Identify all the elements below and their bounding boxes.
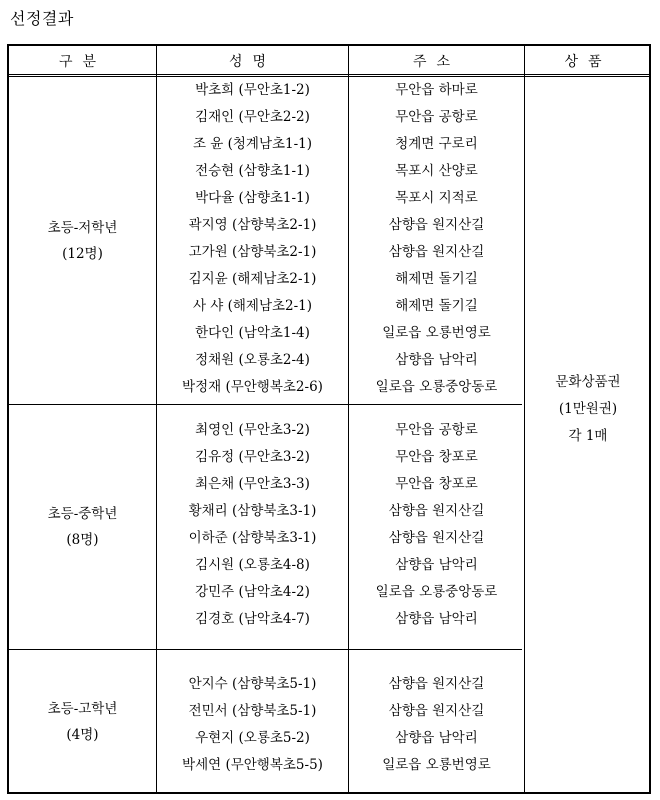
winner-address: 무안읍 하마로	[395, 81, 478, 98]
winner-address: 해제면 돌기길	[395, 270, 478, 287]
category-count: (8명)	[66, 532, 99, 548]
winner-name: 전승현 (삼향초1-1)	[195, 162, 310, 179]
winner-address: 삼향읍 남악리	[395, 610, 478, 627]
winner-address: 삼향읍 원지산길	[388, 529, 485, 546]
winner-address: 무안읍 공항로	[395, 108, 478, 125]
category-count: (12명)	[62, 246, 103, 262]
header-prize: 상품	[564, 53, 612, 70]
selection-results-table	[7, 44, 651, 794]
winner-address: 삼향읍 원지산길	[388, 675, 485, 692]
page-title: 선정결과	[10, 9, 74, 28]
winner-address: 일로읍 오룡중앙동로	[375, 378, 498, 395]
category-label: 초등-중학년	[47, 506, 118, 522]
winner-address: 일로읍 오룡중앙동로	[375, 583, 498, 600]
winner-name: 한다인 (남악초1-4)	[195, 324, 310, 341]
category-label: 초등-저학년	[47, 220, 118, 236]
winner-name: 박다율 (삼향초1-1)	[195, 189, 310, 206]
winner-name: 황채리 (삼향북초3-1)	[188, 502, 317, 519]
winner-name: 고가원 (삼향북초2-1)	[188, 243, 317, 260]
winner-address: 삼향읍 원지산길	[388, 702, 485, 719]
winner-address: 청계면 구로리	[395, 135, 478, 152]
winner-name: 최영인 (무안초3-2)	[195, 421, 310, 438]
header-name: 성명	[228, 53, 277, 70]
prize-cell	[525, 369, 651, 450]
winner-address: 목포시 지적로	[395, 189, 478, 206]
winner-name: 최은채 (무안초3-3)	[195, 475, 310, 492]
winner-address: 목포시 산양로	[395, 162, 478, 179]
winner-address: 삼향읍 남악리	[395, 351, 478, 368]
winner-name: 이하준 (삼향북초3-1)	[188, 529, 317, 546]
winner-name: 박초희 (무안초1-2)	[195, 81, 310, 98]
winner-address: 무안읍 창포로	[395, 475, 478, 492]
winner-name: 김유정 (무안초3-2)	[195, 448, 310, 465]
winner-address: 무안읍 창포로	[395, 448, 478, 465]
winner-address: 무안읍 공항로	[395, 421, 478, 438]
header-address: 주소	[412, 53, 461, 70]
winner-name: 사 샤 (해제남초2-1)	[192, 297, 313, 314]
winner-name: 우현지 (오룡초5-2)	[195, 729, 310, 746]
winner-name: 조 윤 (청계남초1-1)	[192, 135, 313, 152]
prize-type: 문화상품권	[555, 374, 621, 390]
winner-name: 김재인 (무안초2-2)	[195, 108, 310, 125]
winner-name: 박세연 (무안행복초5-5)	[182, 756, 323, 773]
category-middle-grades	[9, 405, 156, 649]
winner-name: 정채원 (오룡초2-4)	[195, 351, 310, 368]
winner-name: 전민서 (삼향북초5-1)	[188, 702, 317, 719]
header-category: 구분	[58, 53, 107, 70]
winner-address: 해제면 돌기길	[395, 297, 478, 314]
prize-denomination: (1만원권)	[558, 401, 618, 417]
winner-address: 삼향읍 남악리	[395, 556, 478, 573]
winner-name: 박정재 (무안행복초2-6)	[182, 378, 323, 395]
winner-address: 삼향읍 원지산길	[388, 216, 485, 233]
winner-name: 안지수 (삼향북초5-1)	[188, 675, 317, 692]
winner-address: 삼향읍 남악리	[395, 729, 478, 746]
winner-address: 일로읍 오룡번영로	[382, 756, 491, 773]
prize-quantity: 각 1매	[568, 428, 608, 444]
category-count: (4명)	[66, 727, 99, 743]
category-lower-grades	[9, 78, 156, 404]
winner-name: 강민주 (남악초4-2)	[195, 583, 310, 600]
category-label: 초등-고학년	[47, 701, 118, 717]
winner-address: 일로읍 오룡번영로	[382, 324, 491, 341]
winner-address: 삼향읍 원지산길	[388, 243, 485, 260]
winner-name: 김경호 (남악초4-7)	[195, 610, 310, 627]
winner-name: 김지윤 (해제남초2-1)	[188, 270, 317, 287]
winner-address: 삼향읍 원지산길	[388, 502, 485, 519]
winner-name: 곽지영 (삼향북초2-1)	[188, 216, 317, 233]
category-upper-grades	[9, 650, 156, 794]
winner-name: 김시원 (오룡초4-8)	[195, 556, 310, 573]
